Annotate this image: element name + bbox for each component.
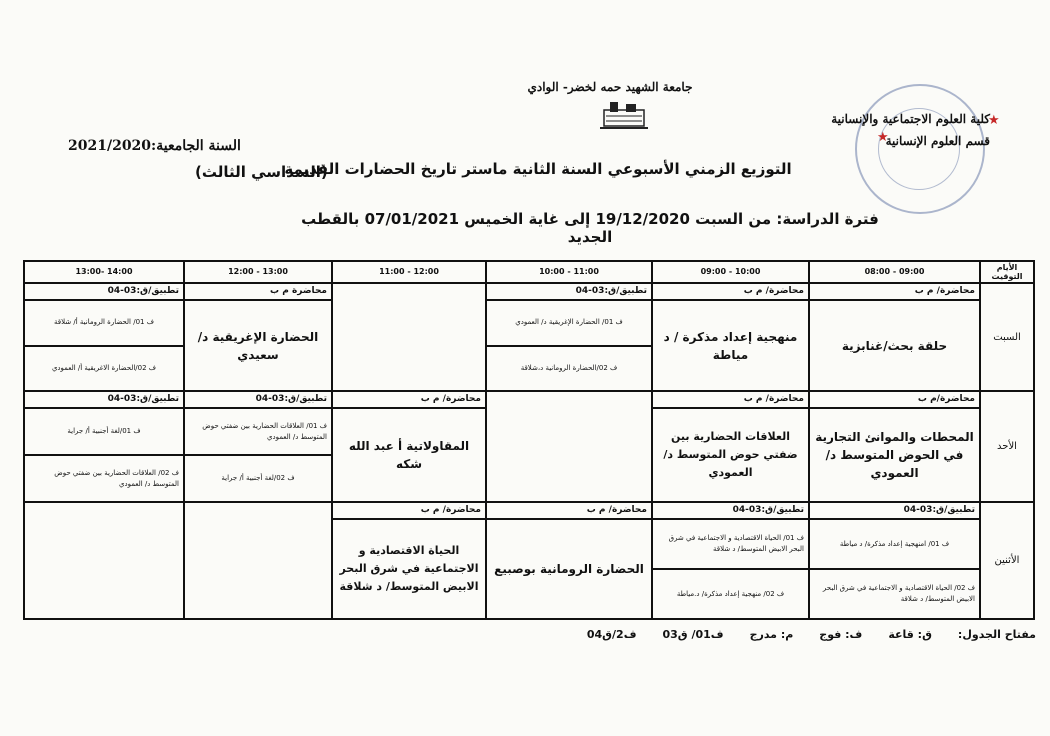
schedule-cell (652, 283, 809, 392)
university-logo (598, 98, 650, 132)
session-type: تطبيق/ق:03-04 (810, 503, 979, 520)
empty-cell (24, 502, 184, 619)
course-name: منهجية إعداد مذكرة / د مياطة (663, 329, 798, 362)
schedule-cell (809, 502, 980, 619)
academic-year: السنة الجامعية:2021/2020 (68, 138, 241, 154)
group-2-session: ف 02/ منهجية إعداد مذكرة/ د.مياطة (653, 568, 808, 618)
day-label-saturday: السبت (980, 283, 1034, 392)
schedule-cell (652, 391, 809, 502)
time-slot-4: 12:00 - 11:00 (332, 261, 486, 283)
session-type: محاضرة/ م ب (810, 284, 979, 301)
legend-item: ق: قاعة (888, 628, 932, 641)
group-1-session: ف 01/ الحضارة الإغريقية د/ العمودي (515, 318, 623, 327)
faculty-department (790, 108, 990, 152)
weekly-schedule-table (23, 260, 1035, 620)
day-label-sunday: الأحد (980, 391, 1034, 502)
legend-item: ف01/ ق03 (662, 628, 724, 641)
day-row-sunday (24, 391, 1034, 502)
group-2-session: ف 02/الحضارة الرومانية د،شلاقة (487, 345, 651, 391)
group-1-session: ف 01/ الحياة الاقتصادية و الاجتماعية في شرق البحر الابيض المتوسط/ د شلاقة (668, 534, 804, 554)
time-slot-6: 14:00 -13:00 (24, 261, 184, 283)
group-1-session: ف 01/ العلاقات الحضارية بين ضفتي حوض المتوسط د/ العمودي (202, 421, 327, 441)
empty-cell (184, 502, 332, 619)
time-slot-2: 10:00 - 09:00 (652, 261, 809, 283)
session-type: محاضرة/ م ب (487, 503, 651, 520)
schedule-cell (652, 502, 809, 619)
session-type: تطبيق/ق:03-04 (185, 392, 331, 409)
empty-cell (486, 391, 652, 502)
schedule-cell (184, 391, 332, 502)
legend-title: مفتاح الجدول: (957, 628, 1036, 641)
table-legend (540, 628, 1036, 641)
day-row-monday (24, 502, 1034, 619)
group-1-session: ف 01/ الحضارة الرومانية أ/ شلاقة (54, 318, 154, 327)
seal-star-icon: ★ (877, 130, 889, 145)
session-type: تطبيق/ق:03-04 (487, 284, 651, 301)
session-type: محاضرة/ م ب (333, 503, 485, 520)
schedule-cell (332, 502, 486, 619)
department-name: قسم العلوم الإنسانية (885, 134, 990, 148)
empty-cell (332, 283, 486, 392)
schedule-cell (486, 283, 652, 392)
time-slot-1: 09:00 - 08:00 (809, 261, 980, 283)
time-header-row (24, 261, 1034, 283)
course-name: المقاولاتية أ عبد الله شكه (348, 439, 470, 472)
session-type: تطبيق/ق:03-04 (653, 503, 808, 520)
schedule-cell (809, 391, 980, 502)
session-type: محاضرة م ب (185, 284, 331, 301)
group-2-session: ف 02/ الحياة الاقتصادية و الاجتماعية في شرق البحر الابيض المتوسط/ د شلاقة (810, 568, 979, 618)
schedule-cell (24, 391, 184, 502)
day-row-saturday (24, 283, 1034, 392)
legend-item: ف2/ق04 (586, 628, 637, 641)
schedule-cell (24, 283, 184, 392)
study-period: فترة الدراسة: من السبت 19/12/2020 إلى غاية الخميس 07/01/2021 بالقطب الجديد (301, 210, 879, 246)
time-slot-3: 11:00 - 10:00 (486, 261, 652, 283)
legend-item: ف: فوج (819, 628, 863, 641)
day-label-monday: الأثنين (980, 502, 1034, 619)
session-type: محاضرة/ م ب (653, 392, 808, 409)
schedule-cell (486, 502, 652, 619)
group-2-session: ف 02/ العلاقات الحضارية بين ضفتي حوض المتوسط د/ العمودي (25, 454, 183, 501)
corner-cell: الأيام التوقيت (980, 261, 1034, 283)
semester-label: (السداسي الثالث) (195, 163, 328, 181)
group-2-session: ف 02/الحضارة الاغريقية أ/ العمودي (25, 345, 183, 391)
course-name: الحضارة الرومانية بوصبيع (494, 562, 644, 577)
session-type: محاضرة/ م ب (653, 284, 808, 301)
university-name: جامعة الشهيد حمه لخضر- الوادي (527, 80, 693, 94)
schedule-cell (332, 391, 486, 502)
group-2-session: ف 02/لغة أجنبية أ/ جراية (185, 454, 331, 501)
group-1-session: ف 01/ امنهجية إعداد مذكرة/ د مياطة (839, 539, 950, 548)
schedule-cell (184, 283, 332, 392)
session-type: محاضرة/ م ب (333, 392, 485, 409)
group-1-session: ف 01/لغة أجنبية أ/ جراية (67, 427, 141, 436)
legend-item: م: مدرج (749, 628, 794, 641)
schedule-cell (809, 283, 980, 392)
session-type: تطبيق/ق:03-04 (25, 392, 183, 409)
schedule-title: التوزيع الزمني الأسبوعي السنة الثانية ماستر تاريخ الحضارات القديمة (284, 160, 792, 178)
course-name: العلاقات الحضارية بين ضفتي حوض المتوسط د/ العمودي (663, 430, 798, 480)
course-name: الحضارة الإغريقية د/ سعيدي (197, 329, 319, 362)
session-type: تطبيق/ق:03-04 (25, 284, 183, 301)
faculty-name: كلية العلوم الاجتماعية والإنسانية (831, 112, 990, 126)
course-name: حلقة بحث/غنابزية (841, 338, 948, 353)
session-type: محاضرة/م ب (810, 392, 979, 409)
course-name: الحياة الاقتصادية و الاجتماعية في شرق البحر الابيض المتوسط/ د شلاقة (339, 544, 479, 594)
time-slot-5: 13:00 - 12:00 (184, 261, 332, 283)
course-name: المحطات والموانئ التجارية في الحوض المتوسط د/ العمودي (815, 430, 974, 481)
seal-star-icon: ★ (988, 113, 1000, 128)
